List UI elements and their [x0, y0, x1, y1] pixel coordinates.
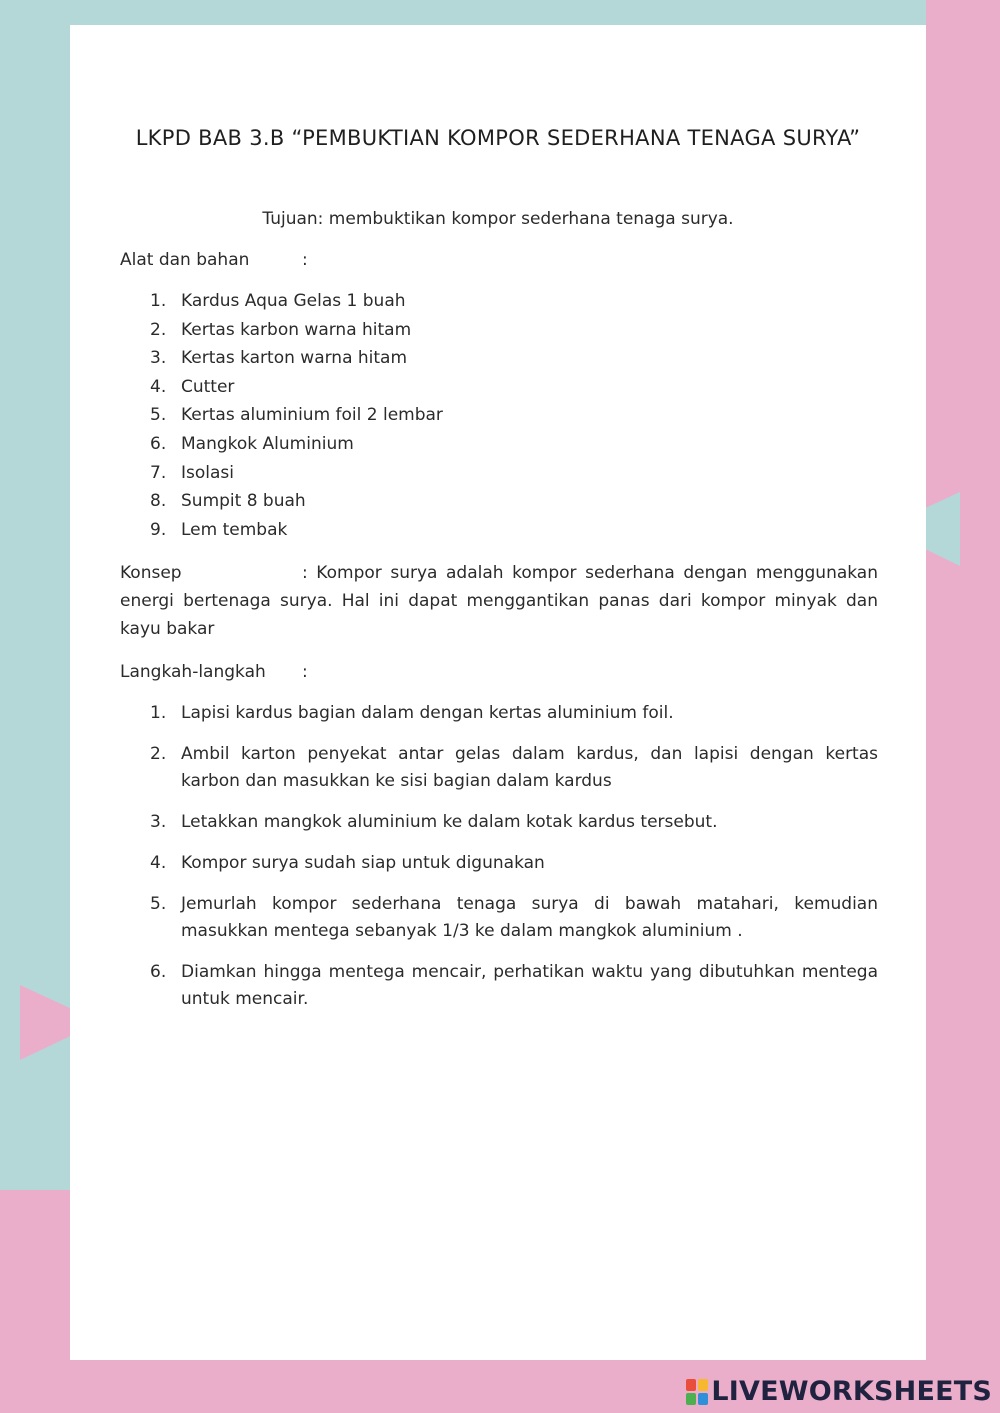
list-item-number: 3.	[150, 812, 167, 832]
materials-label: Alat dan bahan	[120, 250, 250, 270]
list-item-number: 8.	[150, 491, 167, 512]
list-item-text: Lem tembak	[181, 519, 288, 540]
list-item-text: Jemurlah kompor sederhana tenaga surya di bawah matahari, kemudian masukkan mentega sebanyak 1/3 ke dalam mangkok aluminium .	[181, 894, 878, 941]
list-item-text: Cutter	[181, 376, 235, 397]
list-item	[150, 287, 878, 316]
concept-text: : Kompor surya adalah kompor sederhana dengan menggunakan energi bertenaga surya. Hal ini dapat menggantikan panas dari kompor minyak dan kayu bakar	[120, 563, 878, 639]
list-item-number: 3.	[150, 348, 167, 369]
list-item	[150, 401, 878, 430]
list-item-text: Sumpit 8 buah	[181, 491, 306, 512]
list-item-text: Kertas karton warna hitam	[181, 348, 408, 369]
list-item-number: 2.	[150, 744, 167, 764]
list-item-text: Lapisi kardus bagian dalam dengan kertas aluminium foil.	[181, 703, 674, 723]
list-item-number: 5.	[150, 405, 167, 426]
materials-label-row	[120, 246, 308, 274]
steps-label: Langkah-langkah	[120, 662, 266, 682]
list-item-number: 9.	[150, 519, 167, 540]
list-item-text: Kardus Aqua Gelas 1 buah	[181, 291, 406, 311]
concept-paragraph	[120, 559, 878, 643]
list-item-number: 4.	[150, 376, 167, 397]
materials-list	[150, 287, 878, 544]
liveworksheets-logo-icon	[686, 1379, 708, 1405]
steps-list	[150, 700, 878, 1013]
list-item-text: Kertas aluminium foil 2 lembar	[181, 405, 443, 426]
list-item	[150, 741, 878, 795]
list-item-number: 6.	[150, 433, 167, 454]
list-item	[150, 344, 878, 373]
list-item-number: 1.	[150, 291, 167, 311]
steps-label-row	[120, 658, 308, 686]
watermark-text: LIVEWORKSHEETS	[711, 1376, 992, 1407]
list-item-number: 1.	[150, 703, 167, 723]
list-item	[150, 516, 878, 545]
list-item-text: Diamkan hingga mentega mencair, perhatikan waktu yang dibutuhkan mentega untuk mencair.	[181, 962, 878, 1009]
list-item-number: 5.	[150, 894, 167, 914]
steps-colon: :	[302, 662, 308, 682]
materials-colon: :	[302, 250, 308, 270]
liveworksheets-watermark	[686, 1376, 992, 1407]
list-item-text: Mangkok Aluminium	[181, 433, 354, 454]
list-item	[150, 316, 878, 345]
list-item	[150, 430, 878, 459]
list-item	[150, 959, 878, 1013]
list-item-number: 4.	[150, 853, 167, 873]
list-item	[150, 891, 878, 945]
worksheet-title: LKPD BAB 3.B “PEMBUKTIAN KOMPOR SEDERHANA TENAGA SURYA”	[135, 126, 861, 150]
list-item	[150, 459, 878, 488]
list-item-text: Letakkan mangkok aluminium ke dalam kotak kardus tersebut.	[181, 812, 718, 832]
list-item-text: Isolasi	[181, 462, 234, 483]
list-item	[150, 487, 878, 516]
list-item-text: Kertas karbon warna hitam	[181, 319, 412, 340]
list-item	[150, 809, 878, 836]
list-item-number: 7.	[150, 462, 167, 483]
list-item	[150, 850, 878, 877]
list-item-text: Kompor surya sudah siap untuk digunakan	[181, 853, 545, 873]
list-item-number: 2.	[150, 319, 167, 340]
list-item	[150, 700, 878, 727]
list-item-text: Ambil karton penyekat antar gelas dalam kardus, dan lapisi dengan kertas karbon dan masukkan ke sisi bagian dalam kardus	[181, 744, 878, 791]
objective-text: Tujuan: membuktikan kompor sederhana tenaga surya.	[262, 209, 734, 229]
concept-label: Konsep	[120, 563, 182, 583]
list-item	[150, 373, 878, 402]
list-item-number: 6.	[150, 962, 167, 982]
